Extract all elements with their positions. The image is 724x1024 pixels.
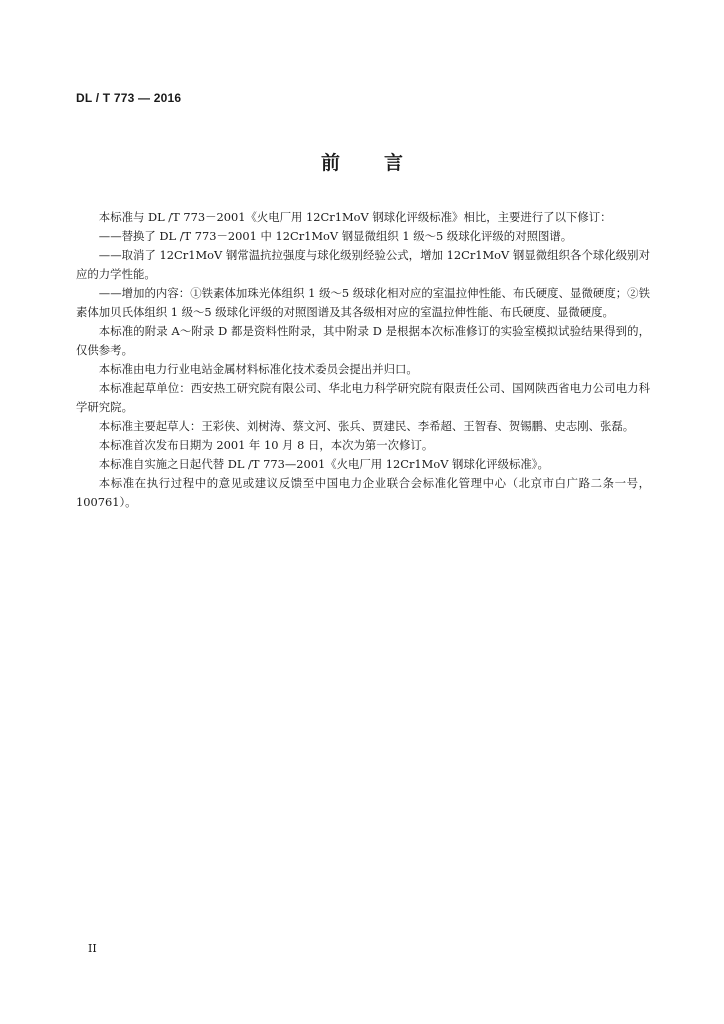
paragraph: 本标准自实施之日起代替 DL /T 773—2001《火电厂用 12Cr1MoV 钢球化评级标准》。 — [98, 457, 549, 471]
paragraph: 本标准起草单位：西安热工研究院有限公司、华北电力科学研究院有限责任公司、国网陕西省电力公司电力科学研究院。 — [76, 381, 650, 414]
paragraph: 本标准主要起草人：王彩侠、刘树涛、蔡文河、张兵、贾建民、李希超、王智春、贺锡鹏、史志刚、张磊。 — [98, 419, 635, 433]
paragraph: 本标准由电力行业电站金属材料标准化技术委员会提出并归口。 — [98, 362, 418, 376]
page-title: 前言 — [320, 152, 447, 174]
paragraph: 本标准在执行过程中的意见或建议反馈至中国电力企业联合会标准化管理中心（北京市白广路二条一号，100761）。 — [76, 476, 650, 509]
page-number: II — [88, 942, 97, 955]
foreword-body — [76, 208, 650, 512]
paragraph: 本标准首次发布日期为 2001 年 10 月 8 日，本次为第一次修订。 — [98, 438, 434, 452]
paragraph: ——替换了 DL /T 773－2001 中 12Cr1MoV 钢显微组织 1 级～5 级球化评级的对照图谱。 — [98, 229, 573, 243]
paragraph: 本标准与 DL /T 773－2001《火电厂用 12Cr1MoV 钢球化评级标准》相比，主要进行了以下修订： — [98, 210, 612, 224]
paragraph: ——增加的内容：①铁素体加珠光体组织 1 级～5 级球化相对应的室温拉伸性能、布氏硬度、显微硬度；②铁素体加贝氏体组织 1 级～5 级球化评级的对照图谱及其各级相对应的室温拉伸性能、布氏硬度、显微硬度。 — [76, 286, 650, 319]
paragraph: 本标准的附录 A～附录 D 都是资料性附录，其中附录 D 是根据本次标准修订的实验室模拟试验结果得到的，仅供参考。 — [76, 324, 650, 357]
paragraph: ——取消了 12Cr1MoV 钢常温抗拉强度与球化级别经验公式，增加 12Cr1MoV 钢显微组织各个球化级别对应的力学性能。 — [76, 248, 650, 281]
standard-number: DL / T 773 — 2016 — [76, 91, 182, 105]
